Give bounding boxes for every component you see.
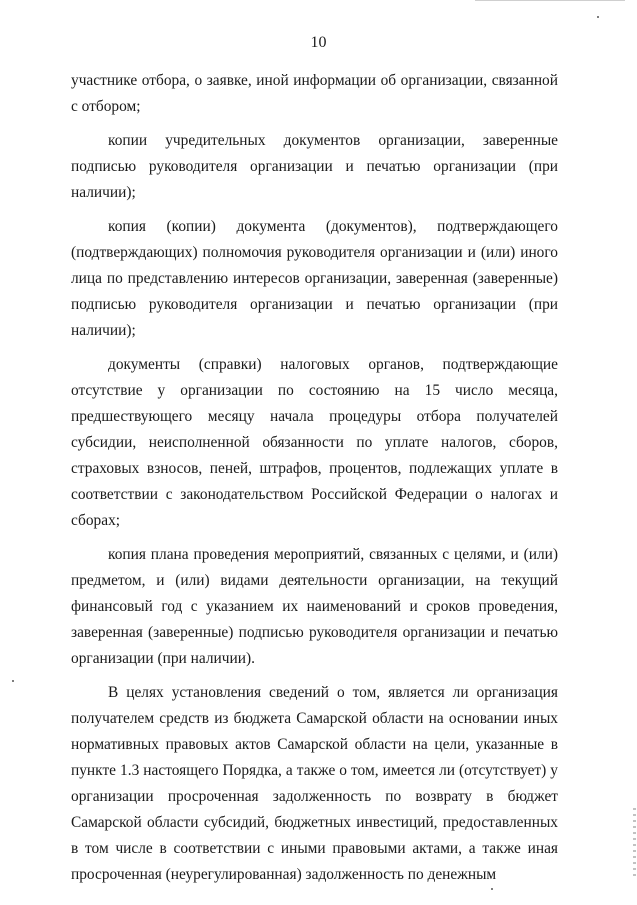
scan-edge-marks xyxy=(633,808,636,878)
page-number: 10 xyxy=(310,34,327,51)
paragraph: В целях установления сведений о том, является ли организация получателем средств из бюджета Самарской области на основании иных нормативных правовых актов Самарской области на цели, указанные в пункте 1.3 настоящего Порядка, а также о том, имеется ли (отсутствует) у организации просроченная задолженность по возврату в бюджет Самарской области субсидий, бюджетных инвестиций, предоставленных в том числе в соответствии с иными правовыми актами, а также иная просроченная (неурегулированная) задолженность по денежным xyxy=(71,684,558,883)
paragraph: копии учредительных документов организации, заверенные подписью руководителя организации и печатью организации (при наличии); xyxy=(71,132,558,201)
scan-edge-line xyxy=(475,0,625,1)
paragraph: документы (справки) налоговых органов, подтверждающие отсутствие у организации по состоянию на 15 число месяца, предшествующего месяцу начала процедуры отбора получателей субсидии, неисполненной обязанности по уплате налогов, сборов, страховых взносов, пеней, штрафов, процентов, подлежащих уплате в соответствии с законодательством Российской Федерации о налогах и сборах; xyxy=(71,356,558,529)
scan-speck xyxy=(597,16,599,18)
scan-speck xyxy=(12,680,14,682)
document-body xyxy=(71,68,558,890)
paragraph: участнике отбора, о заявке, иной информации об организации, связанной с отбором; xyxy=(71,72,558,115)
paragraph: копия (копии) документа (документов), подтверждающего (подтверждающих) полномочия руководителя организации и (или) иного лица по представлению интересов организации, заверенная (заверенные) подписью руководителя организации и печатью организации (при наличии); xyxy=(71,218,558,339)
paragraph: копия плана проведения мероприятий, связанных с целями, и (или) предметом, и (или) видами деятельности организации, на текущий финансовый год с указанием их наименований и сроков проведения, заверенная (заверенные) подписью руководителя организации и печатью организации (при наличии). xyxy=(71,546,558,667)
